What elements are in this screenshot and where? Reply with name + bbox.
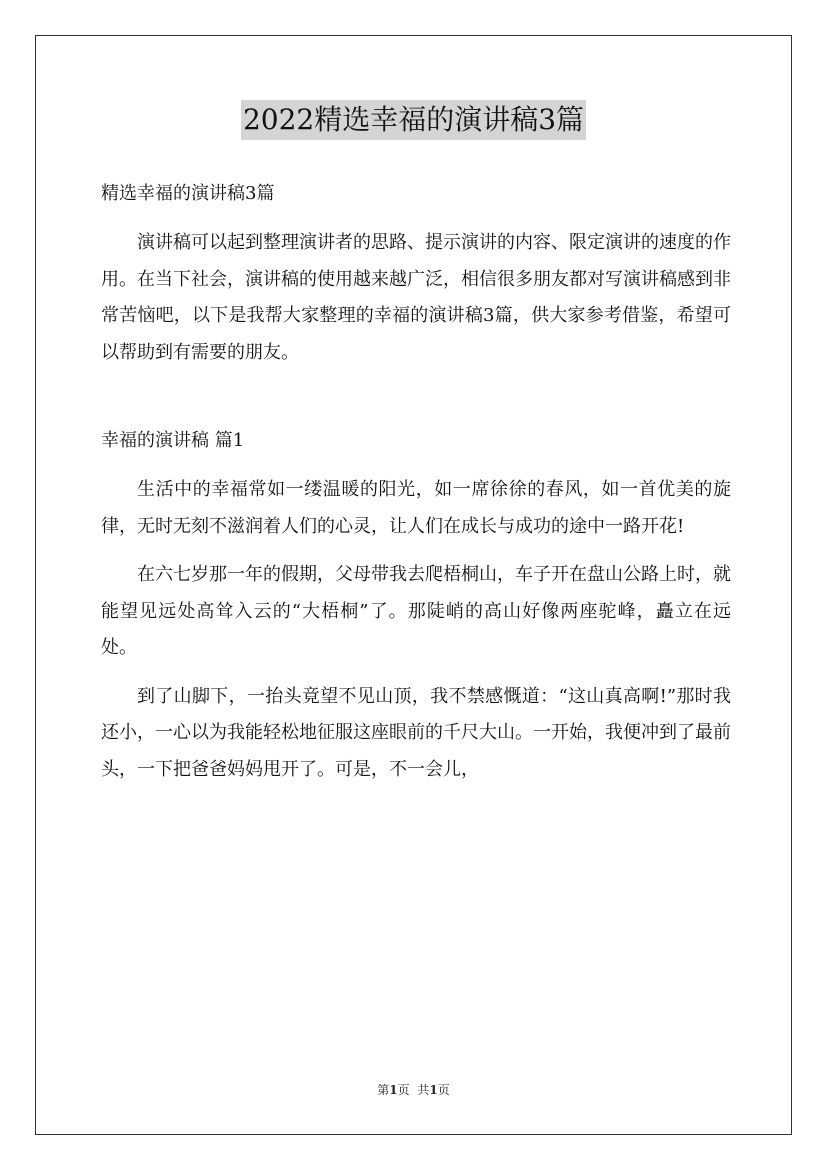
body-paragraph-2: 在六七岁那一年的假期，父母带我去爬梧桐山，车子开在盘山公路上时，就能望见远处高耸入云的“大梧桐”了。那陡峭的高山好像两座驼峰，矗立在远处。 [101,564,731,658]
page-number: 1 [389,1083,398,1097]
title-container [0,100,827,140]
section-heading: 幸福的演讲稿 篇1 [101,430,245,451]
document-subtitle: 精选幸福的演讲稿3篇 [101,183,275,204]
page-suffix: 页 [397,1083,410,1097]
page-prefix: 第 [377,1083,390,1097]
body-paragraph-1: 生活中的幸福常如一缕温暖的阳光，如一席徐徐的春风，如一首优美的旋律，无时无刻不滋润着人们的心灵，让人们在成长与成功的途中一路开花! [101,479,731,537]
total-pages: 1 [429,1083,438,1097]
document-body [101,176,731,788]
body-paragraph-3: 到了山脚下，一抬头竟望不见山顶，我不禁感慨道：“这山真高啊!”那时我还小，一心以为我能轻松地征服这座眼前的千尺大山。一开始，我便冲到了最前头，一下把爸爸妈妈甩开了。可是，不一会儿， [101,685,731,780]
page-footer [0,1082,827,1098]
document-title: 2022精选幸福的演讲稿3篇 [241,100,586,140]
total-prefix: 共 [417,1083,430,1097]
total-suffix: 页 [437,1083,450,1097]
intro-paragraph: 演讲稿可以起到整理演讲者的思路、提示演讲的内容、限定演讲的速度的作用。在当下社会，演讲稿的使用越来越广泛，相信很多朋友都对写演讲稿感到非常苦恼吧，以下是我帮大家整理的幸福的演讲稿3篇，供大家参考借鉴，希望可以帮助到有需要的朋友。 [101,232,731,363]
